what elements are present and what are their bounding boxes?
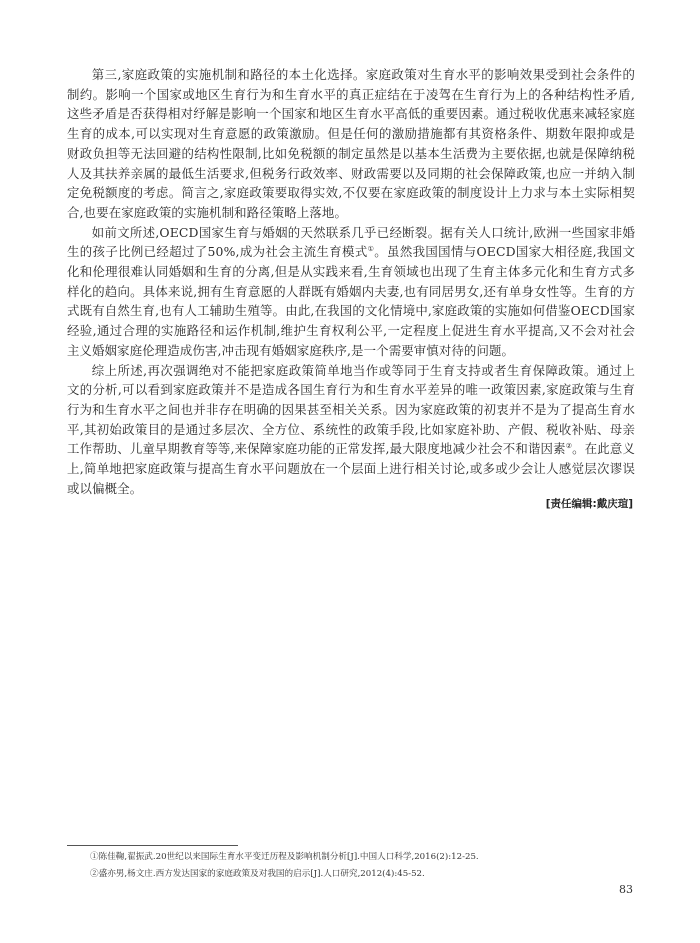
paragraph-oecd-comparison	[67, 223, 635, 361]
article-body	[67, 65, 635, 498]
footnotes	[90, 849, 650, 883]
footnote-divider	[67, 845, 238, 846]
footnote-1: ①陈佳鞠,翟振武.20世纪以来国际生育水平变迁历程及影响机制分析[J].中国人口科学,2016(2):12-25.	[90, 852, 479, 862]
footnote-ref-1[interactable]: ①	[367, 245, 375, 254]
paragraph-text: 如前文所述,OECD国家生育与婚姻的天然联系几乎已经断裂。据有关人口统计,欧洲一些国家非婚生的孩子比例已经超过了50%,成为社会主流生育模式	[67, 224, 635, 260]
paragraph-text: 。虽然我国国情与OECD国家大相径庭,我国文化和伦理很难认同婚姻和生育的分离,但是从实践来看,生育领域也出现了生育主体多元化和生育方式多样化的趋向。具体来说,拥有生育意愿的人群既有婚姻内夫妻,也有同居男女,还有单身女性等。生育的方式既有自然生育,也有人工辅助生殖等。由此,在我国的文化情境中,家庭政策的实施如何借鉴OECD国家经验,通过合理的实施路径和运作机制,维护生育权利公平,一定程度上促进生育水平提高,又不会对社会主义婚姻家庭伦理造成伤害,冲击现有婚姻家庭秩序,是一个需要审慎对待的问题。	[67, 244, 636, 358]
paragraph-conclusion	[67, 361, 635, 499]
page-number: 83	[619, 883, 633, 896]
paragraph-text: 综上所述,再次强调绝对不能把家庭政策简单地当作或等同于生育支持或者生育保障政策。通过上文的分析,可以看到家庭政策并不是造成各国生育行为和生育水平差异的唯一政策因素,家庭政策与生育行为和生育水平之间也并非存在明确的因果甚至相关关系。因为家庭政策的初衷并不是为了提高生育水平,其初始政策目的是通过多层次、全方位、系统性的政策手段,比如家庭补助、产假、税收补贴、母亲工作帮助、儿童早期教育等等,来保障家庭功能的正常发挥,最大限度地减少社会不和谐因素	[67, 362, 635, 457]
editor-credit: [责任编辑:戴庆瑄]	[545, 498, 633, 510]
footnote-ref-2[interactable]: ②	[565, 442, 573, 451]
paragraph-text: 。在此意义上,简单地把家庭政策与提高生育水平问题放在一个层面上进行相关讨论,或多或少会让人感觉层次谬误或以偏概全。	[67, 441, 635, 496]
paragraph-localization: 第三,家庭政策的实施机制和路径的本土化选择。家庭政策对生育水平的影响效果受到社会条件的制约。影响一个国家或地区生育行为和生育水平的真正症结在于凌驾在生育行为上的各种结构性矛盾,这些矛盾是否获得相对纾解是影响一个国家和地区生育水平高低的重要因素。通过税收优惠来减轻家庭生育的成本,可以实现对生育意愿的政策激励。但是任何的激励措施都有其资格条件、期数年限抑或是财政负担等无法回避的结构性限制,比如免税额的制定虽然是以基本生活费为主要依据,也就是保障纳税人及其扶养亲属的最低生活要求,但税务行政效率、财政需要以及同期的社会保障政策,也应一并纳入制定免税额度的考虑。简言之,家庭政策要取得实效,不仅要在家庭政策的制度设计上力求与本土实际相契合,也要在家庭政策的实施机制和路径策略上落地。	[67, 67, 635, 220]
footnote-2: ②盛亦男,杨文庄.西方发达国家的家庭政策及对我国的启示[J].人口研究,2012(4):45-52.	[90, 869, 425, 879]
